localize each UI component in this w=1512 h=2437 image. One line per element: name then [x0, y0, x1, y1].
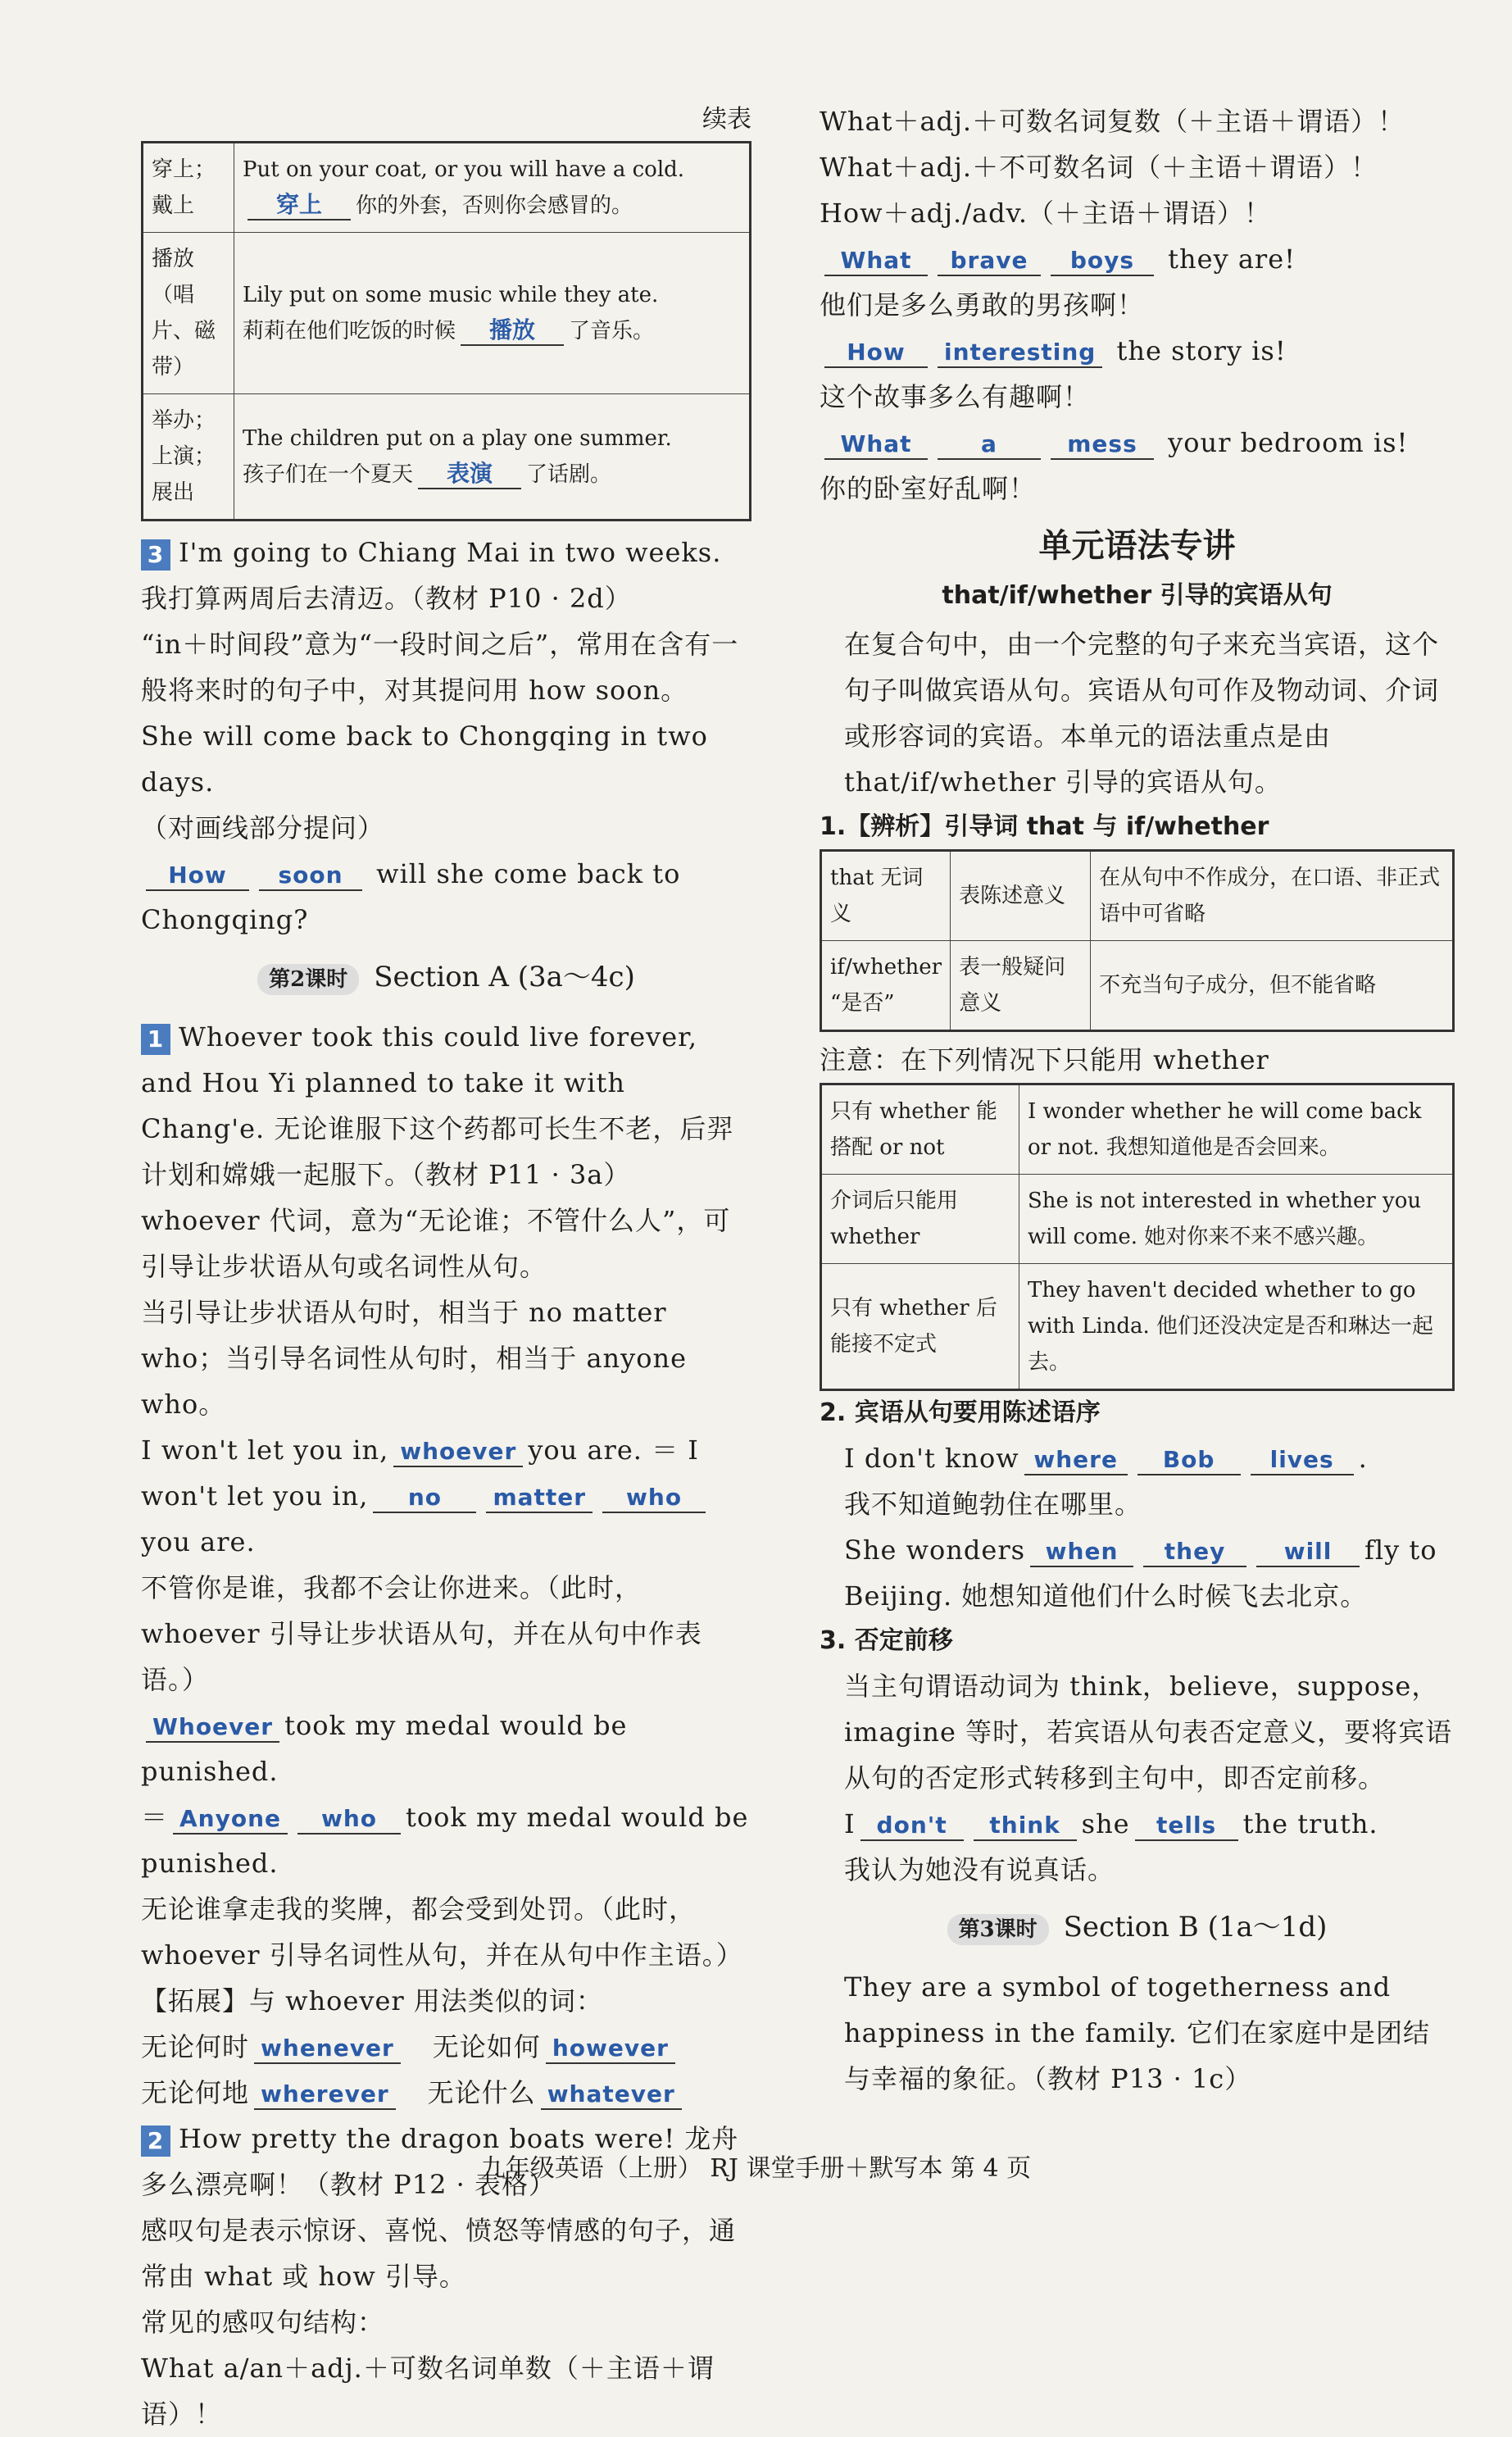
- item-number: 1: [141, 1024, 170, 1055]
- example-zh: 这个故事多么有趣啊！: [820, 381, 1091, 412]
- example-zh: [243, 313, 741, 349]
- table-row: [143, 394, 751, 521]
- section-heading: 第2课时 Section A (3a～4c): [141, 953, 751, 1004]
- answer-blank: whatever: [541, 2080, 682, 2110]
- answer-blank: however: [546, 2035, 675, 2064]
- table-cell: They haven't decided whether to go with Linda. 他们还没决定是否和琳达一起去。: [1019, 1264, 1454, 1390]
- answer-blank: How: [824, 339, 928, 368]
- example-line: How interesting the story is!: [820, 328, 1455, 374]
- example-zh-before: 莉莉在他们吃饭的时候: [243, 319, 456, 343]
- table-row: [143, 233, 751, 394]
- that-if-whether-table: [820, 849, 1455, 1032]
- example-en: The children put on a play one summer.: [243, 426, 672, 451]
- answer-blank: think: [974, 1812, 1077, 1841]
- right-column: [820, 98, 1455, 2102]
- answer-blank: Whoever: [146, 1713, 279, 1743]
- point-heading: 1.【辨析】引导词 that 与 if/whether: [820, 812, 1269, 841]
- item2-text: What a/an＋adj.＋可数名词单数（＋主语＋谓语）！: [141, 2353, 715, 2430]
- table-row: [821, 1084, 1454, 1175]
- example-zh-after: 你的外套，否则你会感冒的。: [356, 193, 633, 218]
- table-cell: 举办；上演；展出: [143, 394, 234, 521]
- example-line: What brave boys they are!: [820, 236, 1455, 282]
- answer-blank: 播放: [461, 316, 564, 346]
- continue-label: 续表: [702, 105, 751, 134]
- item-number: 2: [141, 2126, 170, 2157]
- table-row: [821, 941, 1454, 1031]
- answer-blank: whoever: [393, 1438, 523, 1467]
- example-line: What a mess your bedroom is!: [820, 420, 1455, 466]
- answer-blank: What: [824, 247, 928, 276]
- table-cell: She is not interested in whether you will come. 她对你来不来不感兴趣。: [1019, 1175, 1454, 1264]
- table-cell: 介词后只能用 whether: [821, 1175, 1019, 1264]
- example-en: Put on your coat, or you will have a cold.: [243, 157, 685, 182]
- page-footer: 九年级英语（上册） RJ 课堂手册＋默写本 第 4 页: [480, 2154, 1032, 2183]
- item3-example: She will come back to Chongqing in two days.: [141, 721, 708, 798]
- answer-blank: wherever: [254, 2080, 396, 2110]
- point-text: 当主句谓语动词为 think，believe，suppose，imagine 等时，若宾语从句表否定意义，要将宾语从句的否定形式转移到主句中，即否定前移。: [844, 1671, 1453, 1794]
- section-heading: 第3课时 Section B (1a～1d): [820, 1903, 1455, 1954]
- item1-example: I won't let you in, whoever you are. ＝ I won't let you in, no matter whoyou are.: [141, 1427, 751, 1565]
- grammar-title: 单元语法专讲: [1038, 527, 1236, 565]
- answer-blank: tells: [1135, 1812, 1238, 1841]
- grammar-subtitle: that/if/whether 引导的宾语从句: [942, 581, 1333, 610]
- example-zh-after: 了音乐。: [569, 319, 655, 343]
- example-zh: [243, 188, 741, 224]
- answer-blank: no: [373, 1484, 476, 1513]
- example-line: I don't know where Bob lives .: [844, 1443, 1368, 1474]
- item3-sentence: 3 I'm going to Chiang Mai in two weeks. 我打算两周后去清迈。（教材 P10 · 2d）: [141, 537, 722, 614]
- example-en: Lily put on some music while they ate.: [243, 283, 659, 307]
- answer-blank: don't: [860, 1812, 964, 1841]
- item-number: 3: [141, 539, 170, 571]
- table-row: [821, 1264, 1454, 1390]
- example-zh: 我认为她没有说真话。: [844, 1854, 1115, 1885]
- answer-blank: 表演: [418, 460, 521, 489]
- item1-words: 无论何地 wherever 无论什么 whatever: [141, 2070, 751, 2116]
- item1-sentence: 1 Whoever took this could live forever, and Hou Yi planned to take it with Chang'e. 无论谁服下这个药都可长生不老，后羿计划和嫦娥一起服下。（教材 P11 · 3a）: [141, 1021, 734, 1190]
- item3-answer-line: How soon will she come back to Chongqing?: [141, 858, 681, 935]
- answer-blank: lives: [1251, 1446, 1354, 1475]
- structure-line: How＋adj./adv.（＋主语＋谓语）！: [820, 198, 1272, 229]
- structure-line: What＋adj.＋不可数名词（＋主语＋谓语）！: [820, 152, 1378, 183]
- answer-blank: when: [1030, 1538, 1133, 1567]
- table-cell: 表陈述意义: [951, 851, 1091, 941]
- answer-blank: where: [1024, 1446, 1128, 1475]
- example-zh: [243, 457, 741, 493]
- table-row: [821, 851, 1454, 941]
- answer-blank: Bob: [1137, 1446, 1241, 1475]
- item1-extension: 【拓展】与 whoever 用法类似的词：: [141, 1985, 603, 2016]
- item2-text: 感叹句是表示惊讶、喜悦、愤怒等情感的句子，通常由 what 或 how 引导。: [141, 2215, 737, 2292]
- point-heading: 3. 否定前移: [820, 1626, 953, 1655]
- table-cell: I wonder whether he will come back or not. 我想知道他是否会回来。: [1019, 1084, 1454, 1175]
- table-cell: 只有 whether 后能接不定式: [821, 1264, 1019, 1390]
- example-line: I don't think she tells the truth.: [844, 1808, 1378, 1839]
- answer-blank: they: [1143, 1538, 1246, 1567]
- table-cell: 播放（唱片、磁带）: [143, 233, 234, 394]
- item2-sentence: 2 How pretty the dragon boats were! 龙舟多么漂亮啊！（教材 P12 · 表格）: [141, 2123, 739, 2200]
- table-cell: 表一般疑问意义: [951, 941, 1091, 1031]
- table-cell: 穿上；戴上: [143, 143, 234, 233]
- table-row: [143, 143, 751, 233]
- point-heading: 2. 宾语从句要用陈述语序: [820, 1398, 1101, 1427]
- example-zh: 他们是多么勇敢的男孩啊！: [820, 289, 1145, 321]
- example-line: She wonders when they will fly to Beijing. 她想知道他们什么时候飞去北京。: [844, 1534, 1437, 1612]
- item3-explanation: “in＋时间段”意为“一段时间之后”，常用在含有一般将来时的句子中，对其提问用 how soon。: [141, 629, 739, 706]
- final-sentence: They are a symbol of togetherness and happiness in the family. 它们在家庭中是团结与幸福的象征。（教材 P13 · 1c）: [844, 1971, 1430, 2094]
- answer-blank: who: [602, 1484, 706, 1513]
- answer-blank: whenever: [254, 2035, 401, 2064]
- table-cell: [234, 394, 751, 521]
- table-cell: [234, 233, 751, 394]
- answer-blank: mess: [1051, 430, 1154, 460]
- table-cell: that 无词义: [821, 851, 951, 941]
- lesson-tag: 第3课时: [947, 1914, 1049, 1945]
- item2-text: 常见的感叹句结构：: [141, 2307, 385, 2338]
- answer-blank: How: [146, 862, 249, 891]
- lesson-tag: 第2课时: [257, 964, 359, 995]
- whether-only-table: [820, 1083, 1455, 1391]
- table-cell: 在从句中不作成分，在口语、非正式语中可省略: [1091, 851, 1454, 941]
- answer-blank: What: [824, 430, 928, 460]
- example-zh-after: 了话剧。: [526, 462, 612, 487]
- answer-blank: brave: [938, 247, 1041, 276]
- table-row: [821, 1175, 1454, 1264]
- table-cell: [234, 143, 751, 233]
- structure-line: What＋adj.＋可数名词复数（＋主语＋谓语）！: [820, 106, 1405, 137]
- answer-blank: boys: [1051, 247, 1154, 276]
- answer-blank: 穿上: [247, 191, 351, 221]
- table-cell: 不充当句子成分，但不能省略: [1091, 941, 1454, 1031]
- item1-words: 无论何时 whenever 无论如何 however: [141, 2024, 751, 2070]
- item3-note: （对画线部分提问）: [141, 812, 385, 843]
- item1-text: 不管你是谁，我都不会让你进来。（此时，whoever 引导让步状语从句，并在从句中作表语。）: [141, 1572, 702, 1695]
- table-cell: 只有 whether 能搭配 or not: [821, 1084, 1019, 1175]
- answer-blank: Anyone: [173, 1805, 288, 1835]
- note-line: 注意：在下列情况下只能用 whether: [820, 1044, 1269, 1075]
- grammar-intro: 在复合句中，由一个完整的句子来充当宾语，这个句子叫做宾语从句。宾语从句可作及物动词、介词或形容词的宾语。本单元的语法重点是由 that/if/whether 引导的宾语从句。: [844, 629, 1440, 798]
- answer-blank: will: [1256, 1538, 1360, 1567]
- example-zh: 你的卧室好乱啊！: [820, 473, 1037, 504]
- item1-example: ＝ Anyone who took my medal would be punished.: [141, 1802, 749, 1879]
- item1-example: Whoever took my medal would be punished.: [141, 1710, 628, 1787]
- put-on-table: [141, 141, 751, 521]
- answer-blank: who: [297, 1805, 401, 1835]
- item1-text: 当引导让步状语从句时，相当于 no matter who；当引导名词性从句时，相当于 anyone who。: [141, 1297, 688, 1420]
- example-zh: 我不知道鲍勃住在哪里。: [844, 1489, 1142, 1520]
- table-cell: if/whether “是否”: [821, 941, 951, 1031]
- example-zh-before: 孩子们在一个夏天: [243, 462, 414, 487]
- answer-blank: matter: [486, 1484, 593, 1513]
- answer-blank: a: [938, 430, 1041, 460]
- item1-text: 无论谁拿走我的奖牌，都会受到处罚。（此时，whoever 引导名词性从句，并在从句中作主语。）: [141, 1894, 743, 1971]
- answer-blank: soon: [259, 862, 362, 891]
- answer-blank: interesting: [938, 339, 1102, 368]
- left-column: [141, 98, 751, 2437]
- item1-text: whoever 代词，意为“无论谁；不管什么人”，可引导让步状语从句或名词性从句。: [141, 1205, 731, 1282]
